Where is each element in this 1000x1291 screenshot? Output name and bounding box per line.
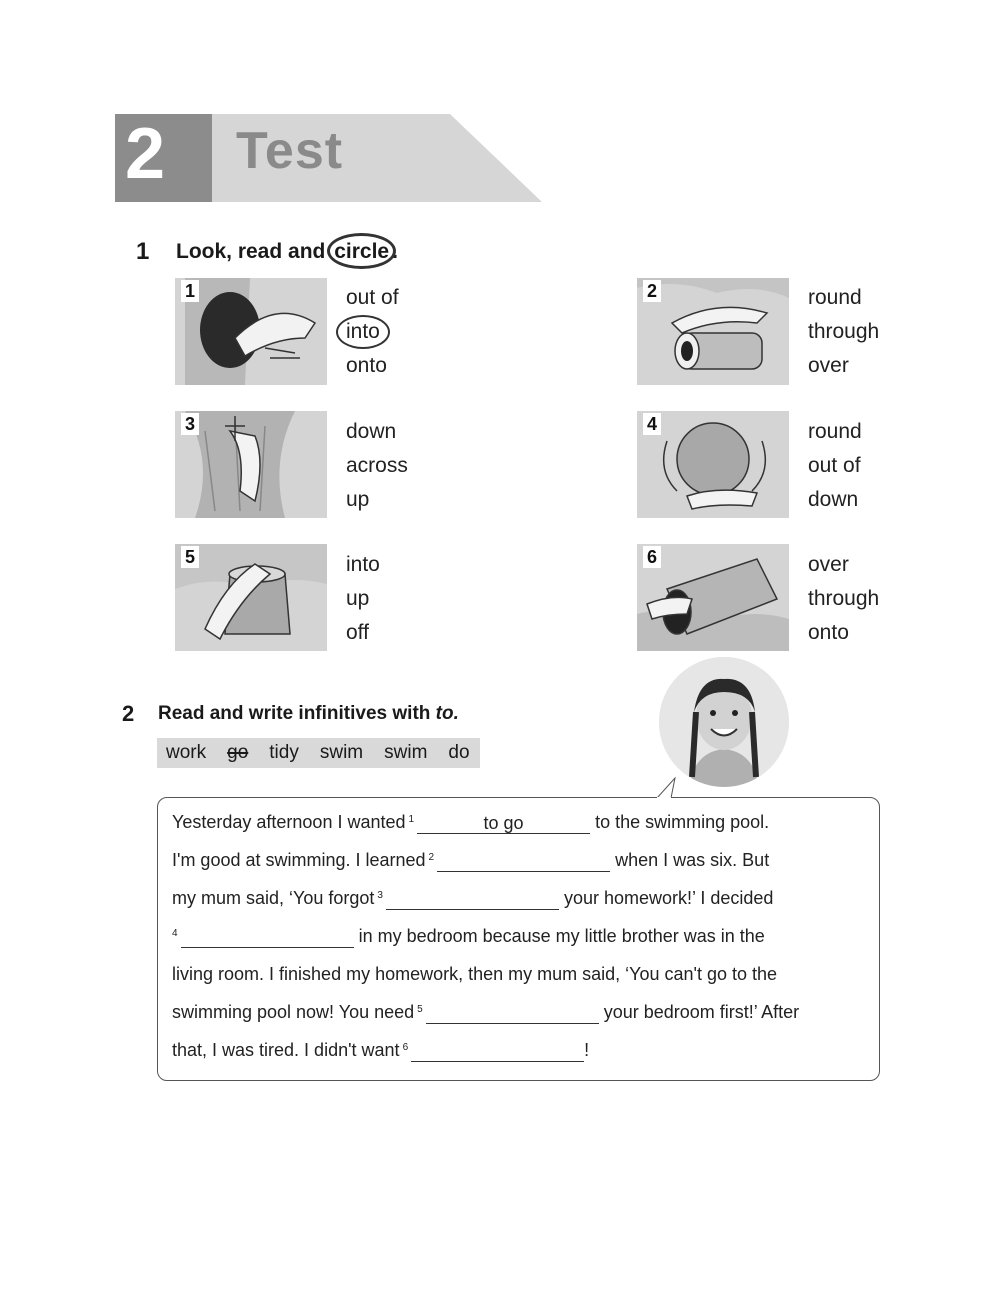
- item-6-option-1[interactable]: over: [808, 553, 849, 576]
- item-4-picture: [637, 411, 789, 518]
- word-swim-1: swim: [319, 742, 364, 763]
- section-2-number: 2: [122, 701, 135, 726]
- blank-6[interactable]: [411, 1039, 584, 1062]
- word-go-crossed: go: [227, 742, 249, 763]
- word-box: [157, 738, 480, 768]
- item-1-option-3[interactable]: onto: [346, 354, 387, 377]
- text-line-6: swimming pool now! You need $^5$ your bedroom first!’ After: [172, 1002, 800, 1022]
- item-4-option-1[interactable]: round: [808, 420, 862, 443]
- text-line-3: my mum said, ‘You forgot $^3$ your homework!’ I decided: [172, 888, 774, 908]
- item-3-option-2[interactable]: across: [346, 454, 408, 477]
- item-5-picture: [175, 544, 327, 651]
- text-line-7: that, I was tired. I didn't want $^6$ !: [172, 1040, 590, 1060]
- text-line-1: Yesterday afternoon I wanted $^1$ to go to the swimming pool.: [172, 812, 770, 833]
- item-3-option-1[interactable]: down: [346, 420, 397, 443]
- item-5-option-1[interactable]: into: [346, 553, 380, 576]
- unit-number: 2: [124, 114, 166, 194]
- blank-4[interactable]: [181, 925, 354, 948]
- item-1-number: 1: [181, 280, 199, 302]
- item-6-number: 6: [643, 546, 661, 568]
- item-2-number: 2: [643, 280, 661, 302]
- text-line-5: living room. I finished my homework, then my mum said, ‘You can't go to the: [172, 964, 778, 984]
- word-work: work: [166, 742, 207, 763]
- item-4-number: 4: [643, 413, 661, 435]
- item-6-option-3[interactable]: onto: [808, 621, 849, 644]
- item-3-option-3[interactable]: up: [346, 488, 370, 511]
- item-5-option-2[interactable]: up: [346, 587, 370, 610]
- item-5-option-3[interactable]: off: [346, 621, 369, 644]
- word-tidy: tidy: [269, 742, 299, 763]
- word-do: do: [448, 742, 470, 763]
- word-swim-2: swim: [384, 742, 428, 763]
- blank-3[interactable]: [386, 887, 559, 910]
- item-1-picture: [175, 278, 327, 385]
- section-2-instruction: Read and write infinitives with to.: [158, 703, 459, 724]
- text-line-2: I'm good at swimming. I learned $^2$ when I was six. But: [172, 850, 770, 870]
- speech-bubble-tail: [653, 777, 683, 799]
- text-line-4: $^4$ in my bedroom because my little brother was in the: [172, 926, 765, 946]
- item-2-option-1[interactable]: round: [808, 286, 862, 309]
- item-5-number: 5: [181, 546, 199, 568]
- item-1-option-1[interactable]: out of: [346, 286, 399, 309]
- item-2-option-2[interactable]: through: [808, 320, 880, 343]
- blank-5[interactable]: [426, 1001, 599, 1024]
- item-3-picture: [175, 411, 327, 518]
- section-1-number: 1: [136, 238, 150, 265]
- circle-word: circle: [331, 238, 392, 266]
- section-1-instruction: Look, read and circle .: [176, 238, 398, 266]
- item-6-option-2[interactable]: through: [808, 587, 880, 610]
- item-4-option-2[interactable]: out of: [808, 454, 861, 477]
- item-2-option-3[interactable]: over: [808, 354, 849, 377]
- page-title: Test: [236, 122, 344, 180]
- item-1-option-2-circled[interactable]: into: [336, 315, 390, 349]
- blank-1[interactable]: to go: [417, 811, 590, 834]
- item-2-picture: [637, 278, 789, 385]
- blank-2[interactable]: [437, 849, 610, 872]
- item-3-number: 3: [181, 413, 199, 435]
- girl-avatar: [659, 657, 789, 787]
- item-4-option-3[interactable]: down: [808, 488, 859, 511]
- item-6-picture: [637, 544, 789, 651]
